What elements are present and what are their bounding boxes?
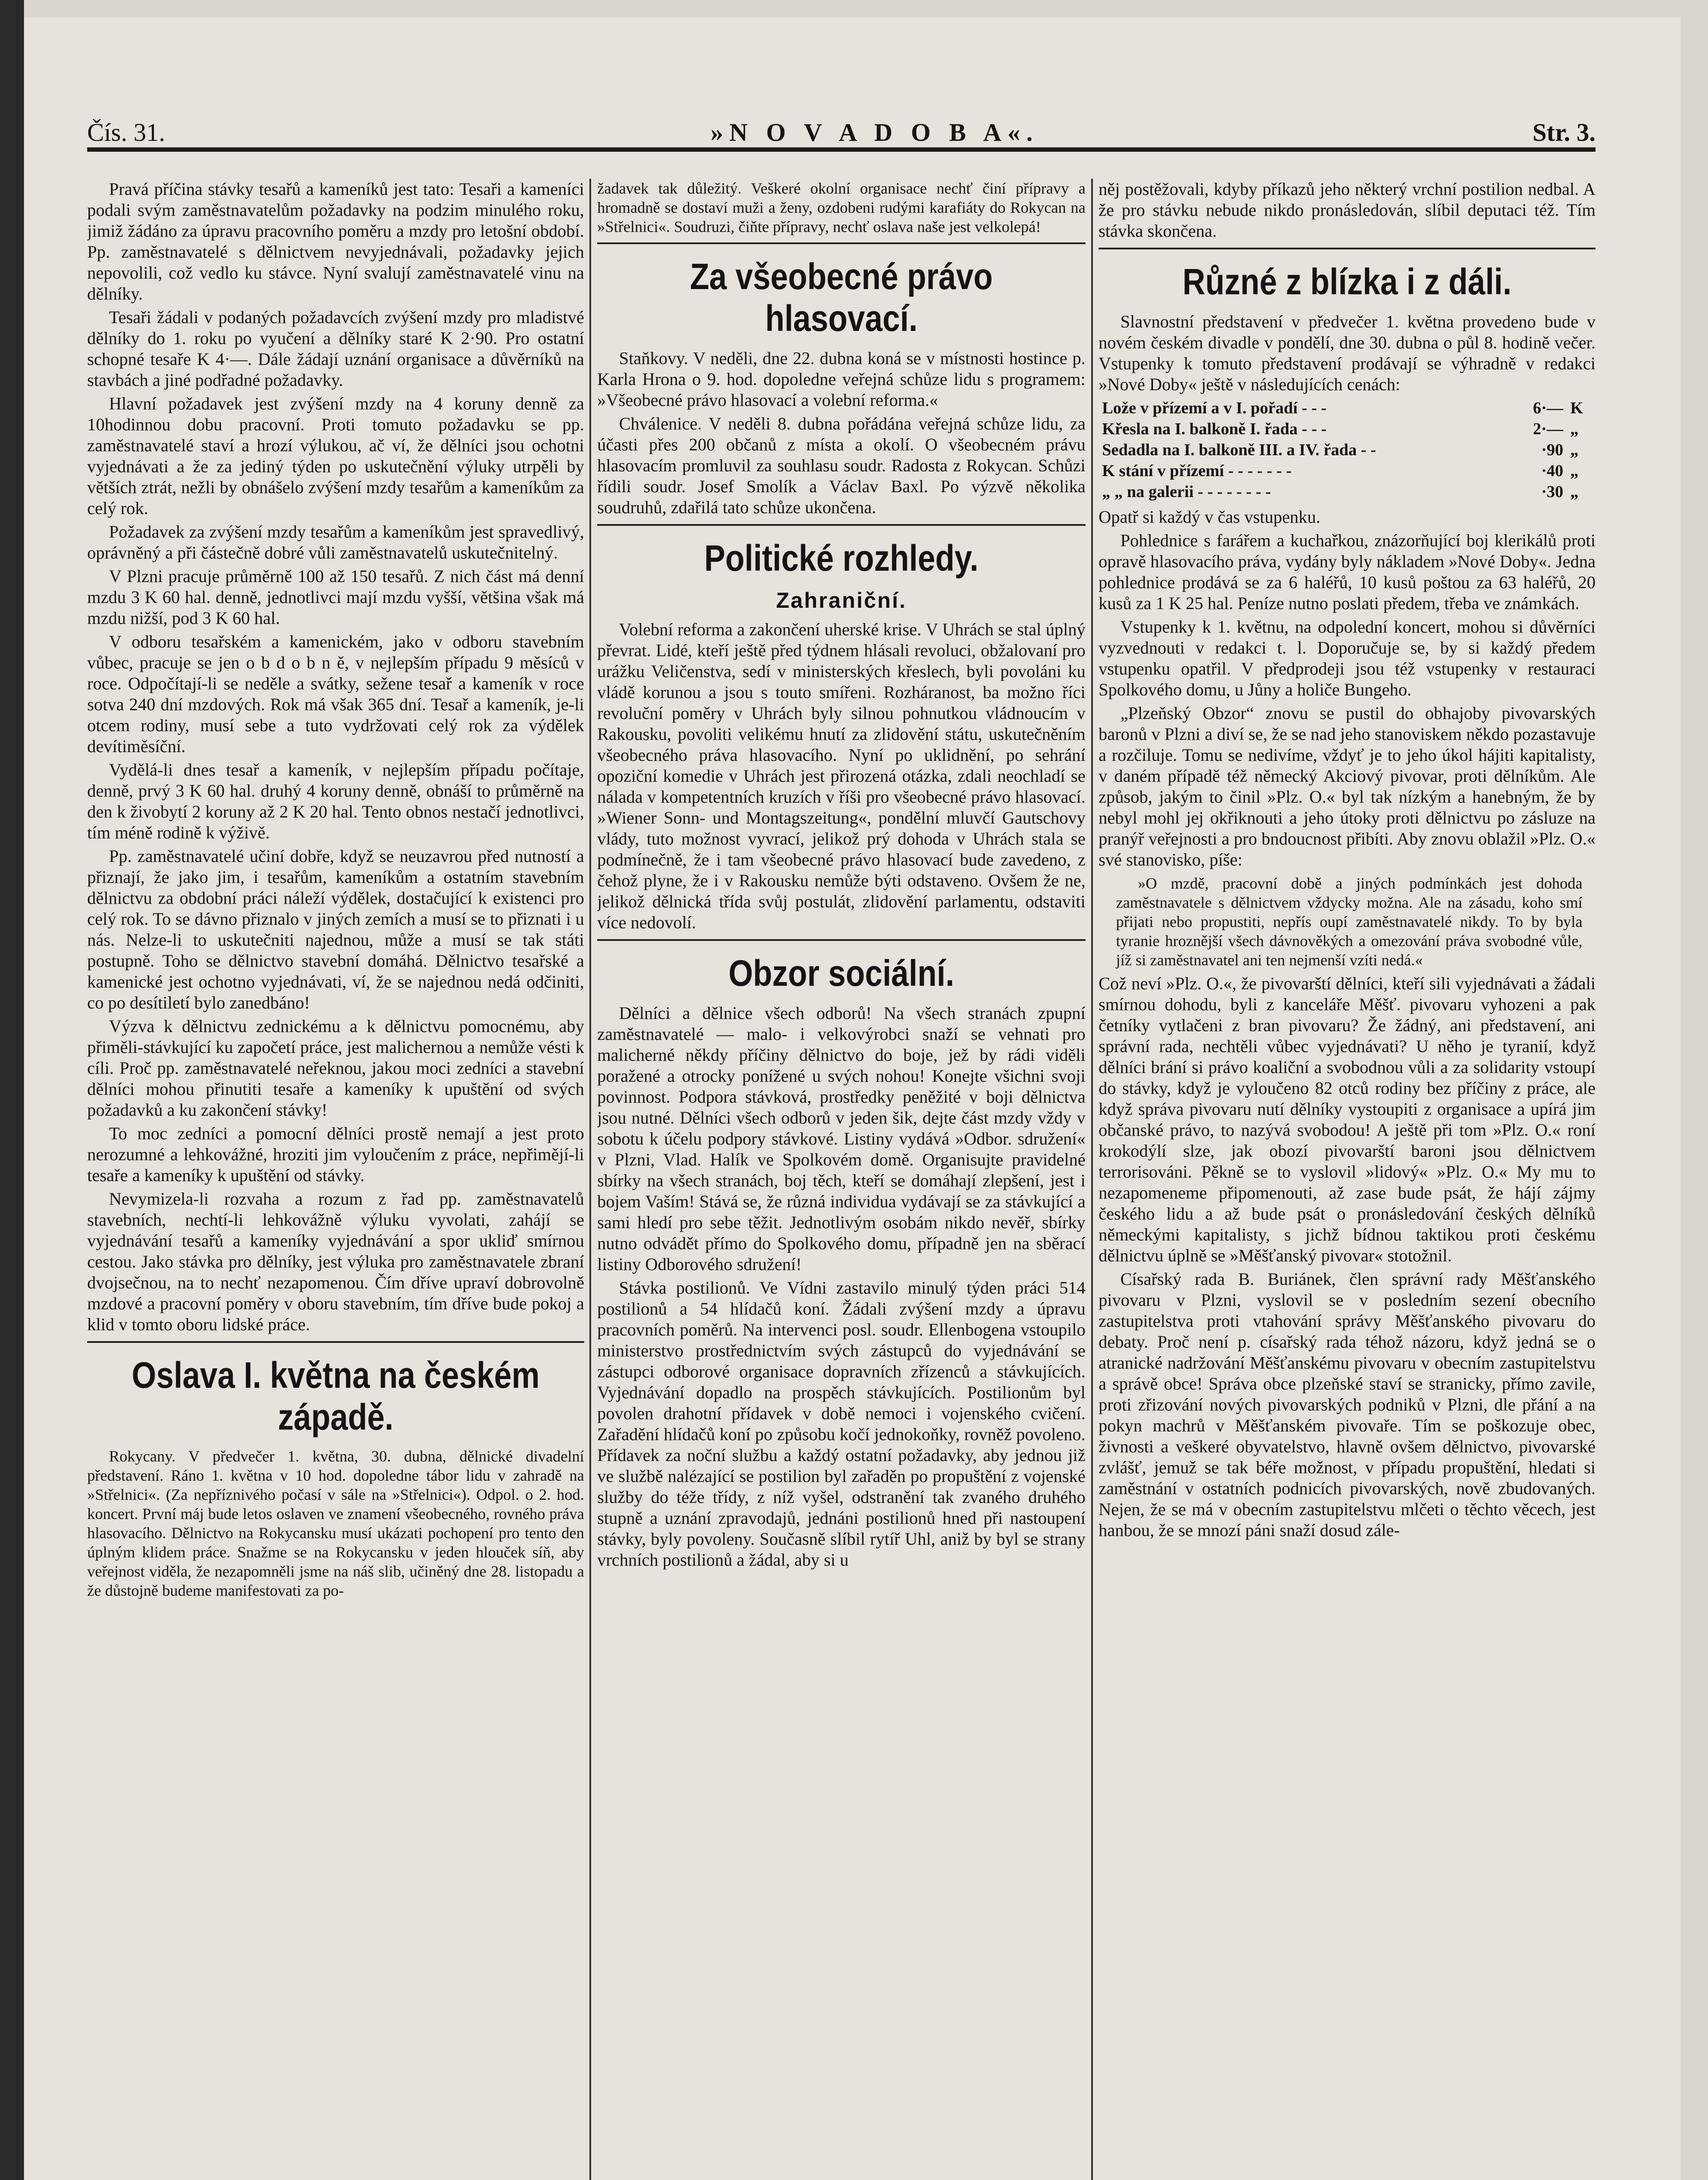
header-rule [87, 147, 1596, 152]
price-row [1099, 419, 1596, 439]
price-row [1099, 460, 1596, 481]
newspaper-title: »N O V A D O B A«. [711, 118, 1039, 146]
article-paragraph: Chválenice. V neděli 8. dubna pořádána veřejná schůze lidu, za účasti přes 200 občanů z místa a okolí. O všeobecném právu hlasovacím promluvil za souhlasu soudr. Radosta z Rokycan. Schůzi řídili soudr. Josef Smolík a Václav Baxl. Po výzvě několika soudruhů, zdařilá tato schůze ukončena. [597, 414, 1085, 517]
article-paragraph: Pohlednice s farářem a kuchařkou, znázorňující boj klerikálů proti opravě hlasovacího práva, vydány byly nákladem »Nové Doby«. Jedna pohlednice prodává se za 6 haléřů, 10 kusů poštou za 63 haléřů, 20 kusů za 1 K 25 hal. Peníze nutno poslati předem, třeba ve známkách. [1099, 531, 1596, 613]
column-1 [87, 179, 584, 2180]
page-number: Str. 3. [1532, 118, 1596, 146]
price-label: Křesla na I. balkoně I. řada - - - [1102, 420, 1327, 438]
article-paragraph: Stávka postilionů. Ve Vídni zastavilo minulý týden práci 514 postilionů a 54 hlídačů koní. Žádali zvýšení mzdy a úpravu pracovních poměrů. Na intervenci posl. soudr. Ellenbogena vstoupilo ministerstvo prostřednictvím svých zástupců do vyjednávání se zástupci odborové organisace dopravních zřízenců a stávkujících. Vyjednávání dopadlo na prospěch stávkujících. Postilionům byl povolen drahotní přídavek v době nemoci i vojenského cvičení. Zařadění hlídačů koní po způsobu kočí jednokoňky, rovněž povoleno. Přídavek za noční službu a každý ostatní požadavky, aby jednou již ve službě nalézající se postilion byl zařaděn po propuštění z vojenské služby do téže třídy, z níž vyšel, odstranění tak zvaného druhého stupně a uznání zpravodajů, jednáni postilionů hned při nastoupení stávky, byly povoleny. Současně slíbil rytíř Uhl, aniž by byl se strany vrchních postilionů a žádal, aby si u [597, 1278, 1085, 1570]
article-paragraph: Nevymizela-li rozvaha a rozum z řad pp. zaměstnavatelů stavebních, nechtí-li lehkovážně výluku vyvolati, zahájí se vyjednávání tesařů a kameníky vyjednávání a spor ukliď smírnou cestou. Jako stávka pro dělníky, jest výluka pro zaměstnavatele zbraní dvojsečnou, na to nechť nezapomenou. Čím dříve upraví dobrovolně mzdové a pracovní poměry v oboru stavebním, tím dříve bude pokoj a klid v tomto oboru lidské práce. [87, 1189, 584, 1334]
quoted-passage: »O mzdě, pracovní době a jiných podmínkách jest dohoda zaměstnavatele s dělnictvem vždycky možna. Ale na zásadu, koho smí přijati nebo propustiti, nepřís oupí zaměstnavatelé nikdy. To by byla tyranie hroznější všech dávnověkých a omezování práva svobodné vůle, jíž si zaměstnavatel ani ten nejmenší vzíti nedá.« [1116, 875, 1582, 969]
price-value: ·30 [1541, 483, 1563, 501]
section-subheading: Zahraniční. [776, 588, 907, 613]
article-paragraph: něj postěžovali, kdyby příkazů jeho některý vrchní postilion nedbal. A že pro stávku nebude nikdo pronásledován, slíbil deputaci též. Tím stávka skončena. [1099, 179, 1596, 241]
article-paragraph: Tesaři žádali v podaných požadavcích zvýšení mzdy pro mladistvé dělníky do 1. roku po vyučení a dělníky staré K 2·90. Pro ostatní schopné tesaře K 4·—. Dále žádají uznání organisace a důvěrníků na stavbách a jiné podřadné požadavky. [87, 307, 584, 390]
price-value: 6·— [1533, 399, 1563, 417]
section-heading: Politické rozhledy. [704, 538, 979, 579]
price-label: K stání v přízemí - - - - - - - [1102, 462, 1292, 480]
section-heading: Za všeobecné právo hlasovací. [690, 256, 993, 339]
column-divider [589, 179, 591, 2180]
section-separator [597, 524, 1085, 526]
article-paragraph: Opatř si každý v čas vstupenku. [1099, 507, 1320, 527]
article-paragraph: Císařský rada B. Buriánek, člen správní rady Měšťanského pivovaru v Plzni, vyslovil se v posledním sezení obecního zastupitelstva proti vtahování správy Měšťanského pivovaru do debaty. Proč není p. císařský rada téhož názoru, když jedná se o atranické nadržování Měšťanskému pivovaru v obecním zastupitelstvu a správě obce! Správa obce plzeňské staví se stranicky, přímo zavile, proti zřizování nových pivovarských podniků v Plzni, dle přání a na pokyn machrů v Měšťanském pivovaře. Tím se poškozuje obec, živnosti a veškeré obyvatelstvo, hlavně ovšem dělnictvo, pivovarské zvlášť, jemuž se tak béře možnost, v případu propuštění, hledati si zaměstnání v ostatních podnicích pivovarských, nově zbudovaných. Nejen, že se má v obecním zastupitelstvu mlčeti o těchto věcech, jest hanbou, že se mnozí páni snaží dosud zále- [1099, 1269, 1596, 1540]
price-unit: „ [1570, 462, 1579, 480]
price-row [1099, 439, 1596, 460]
column-3 [1099, 179, 1596, 2180]
price-label: Lože v přízemí a v I. pořadí - - - [1102, 399, 1327, 417]
article-paragraph: Požadavek za zvýšení mzdy tesařům a kameníkům jest spravedlivý, oprávněný a při částečně dobré vůli zaměstnavatelů uskutečnitelný. [87, 522, 584, 562]
price-unit: „ [1570, 420, 1579, 438]
section-heading: Oslava I. května na českém západě. [132, 1355, 540, 1437]
price-value: ·40 [1541, 462, 1563, 480]
section-separator [1099, 248, 1596, 249]
page-header [87, 109, 1596, 148]
section-separator [87, 1341, 584, 1343]
section-separator [597, 939, 1085, 941]
section-heading: Obzor sociální. [728, 953, 954, 994]
column-2 [597, 179, 1085, 2180]
scan-edge [0, 0, 24, 2180]
article-paragraph: Což neví »Plz. O.«, že pivovarští dělníci, kteří sili vyjednávati a žádali smírnou dohodu, byli z kanceláře Měšť. pivovaru vyhozeni a pak četníky vytlačeni z bran pivovaru? Že žádný, ani představení, ani správní rada, nechtěli vůbec vyjednávati? U něho je tyranií, když dělníci brání si právo koaliční a svobodnou vůli a za solidarity vstoupí do stávky, když je vyloučeno 82 otců rodiny bez příčiny z práce, ale když správa pivovaru nutí dělníky vystoupiti z organisace a upírá jim občanské právo, to nazývá svobodou! A ještě při tom »Plz. O.« roní krokodýlí slze, jak obozí pivovarští baroni jsou dělnictvem terrorisováni. Pěkně se to vyslovil »lidový« »Plz. O.« My mu to nezapomeneme připomenouti, až zase bude psát, že hájí zájmy českého lidu a až bude psát o pronásledování českých dělníků německými kapitalisty, s jichž bídnou taktikou proti českému dělnictvu úplně se »Měšťanský pivovar« stotožnil. [1099, 974, 1596, 1265]
article-paragraph: „Plzeňský Obzor“ znovu se pustil do obhajoby pivovarských baronů v Plzni a diví se, že se nad jeho stanoviskem někdo pozastavuje a rozčiluje. Tomu se nedivíme, vždyť je to jeho úkol hájiti kapitalisty, v daném případě též německý Akciový pivovar, proti dělníkům. Ale způsob, jakým to činil »Plz. O.« byl tak nízkým a hanebným, že by nebyl mohl jej okřiknouti a jeho útoky proti dělnictvu po zásluze na pranýř veřejnosti a pro bndoucnost přibíti. Aby znovu oblažil »Plz. O.« své stanovisko, píše: [1099, 703, 1596, 869]
price-value: ·90 [1541, 441, 1563, 459]
article-paragraph: To moc zedníci a pomocní dělníci prostě nemají a jest proto nerozumné a lehkovážné, hroziti jim vyloučením z práce, nepřimějí-li tesaře a kameníky k upuštění od stávky. [87, 1124, 584, 1185]
article-paragraph: Výzva k dělnictvu zednickému a k dělnictvu pomocnému, aby přiměli-stávkující ku započetí práce, jest malichernou a nemůže vésti k cíli. Proč pp. zaměstnavatelé neřeknou, jakou moci zedníci a stavební dělníci mohou přinutiti tesaře a kameníky k upuštění od svých požadavků a ku zakončení stávky! [87, 1016, 584, 1120]
article-paragraph: Pravá příčina stávky tesařů a kameníků jest tato: Tesaři a kameníci podali svým zaměstnavatelům požadavky na podzim minulého roku, jimiž žádáno za úpravu pracovního poměru a mzdy pro letošní období. Pp. zaměstnavatelé s dělnictvem nevyjednávali, požadavky jejich nepovolili, což vedlo ku stávce. Nyní svalují zaměstnavatelé vinu na dělníky. [87, 179, 584, 303]
price-label: „ „ na galerii - - - - - - - - [1102, 483, 1271, 501]
issue-number: Čís. 31. [87, 118, 165, 146]
article-paragraph: žadavek tak důležitý. Veškeré okolní organisace nechť činí přípravy a hromadně se dostaví muži a ženy, ozdobeni rudými karafiáty do Rokycan na »Střelnici«. Soudruzi, čiňte přípravy, nechť oslava naše jest velkolepá! [597, 180, 1085, 235]
section-heading: Různé z blízka i z dáli. [1182, 261, 1512, 302]
price-row [1099, 398, 1596, 419]
article-paragraph: Vstupenky k 1. květnu, na odpolední koncert, mohou si důvěrníci vyzvednouti v redakci t. l. Doporučuje se, by si každý předem vstupenku opatřil. V předprodeji jsou též vstupenky v restauraci Spolkového domu, u Jůny a holiče Bungeho. [1099, 617, 1596, 699]
article-paragraph: Pp. zaměstnavatelé učiní dobře, když se neuzavrou před nutností a přiznají, že jako jim, i tesařům, kameníkům a ostatním stavebním dělnictvu za obdobní práci náleží výdělek, dostačující k existenci pro celý rok. To se dávno přiznalo v jiných zemích a musí se to přiznati i u nás. Nelze-li to uskutečniti najednou, může a musí se tak státi postupně. Toho se dělnictvo stavební domáhá. Dělnictvo tesařské a kamenické jest ochotno vyjednávati, ví, že se najednou nedá odčiniti, co po desítiletí bylo zanedbáno! [87, 846, 584, 1012]
section-separator [597, 242, 1085, 244]
article-paragraph: Vydělá-li dnes tesař a kameník, v nejlepším případu počítaje, denně, prvý 3 K 60 hal. druhý 4 koruny denně, obnáší to průměrně na den k živobytí 2 koruny až 2 K 20 hal. Tento obnos nestačí jednotlivci, tím méně rodině k výživě. [87, 760, 584, 842]
price-unit: „ [1570, 483, 1579, 501]
article-paragraph: Staňkovy. V neděli, dne 22. dubna koná se v místnosti hostince p. Karla Hrona o 9. hod. dopoledne veřejná schůze lidu s programem: »Všeobecné právo hlasovací a volební reforma.« [597, 348, 1085, 410]
article-paragraph: V Plzni pracuje průměrně 100 až 150 tesařů. Z nich část má denní mzdu 3 K 60 hal. denně, jednotlivci mají mzdu vyšší, většina však má mzdu nižší, pod 3 K 60 hal. [87, 566, 584, 628]
ticket-price-table [1099, 398, 1596, 502]
article-paragraph: Volební reforma a zakončení uherské krise. V Uhrách se stal úplný převrat. Lidé, kteří ještě před týdnem hlásali revoluci, obžalovaní pro urážku Veličenstva, sedí v ministerských křeslech, byli povoláni ku vládě korunou a jsou s touto smířeni. Rozháranost, ba možno říci revoluční poměry v Uhrách byly silnou pohnutkou vládnoucím v Rakousku, povoliti velikému hnutí za zlidovění státu, uskutečněním všeobecného práva hlasovacího. Nyní po uklidnění, po sehrání opoziční komedie v Uhrách jest přirozená otázka, zdali neochladí se nálada v kompetentních kruzích v říši pro všeobecné právo hlasovací. »Wiener Sonn- und Montagszeitung«, pondělní mluvčí Gautschovy vlády, tuto možnost vyvrací, jelikož prý dohoda v Uhrách stala se podmínečně, že i tam všeobecné právo hlasovací bude zavedeno, z čehož plyne, že i v Rakousku nemůže býti odstaveno. Ovšem že ne, jelikož dělnická třída svůj postulát, zlidovění parlamentu, odstaviti více nedovolí. [597, 620, 1085, 932]
article-paragraph: V odboru tesařském a kamenickém, jako v odboru stavebním vůbec, pracuje se jen o b d o b n ě, v nejlepším případu 9 měsíců v roce. Odpočítají-li se neděle a svátky, sežene tesař a kameník v roce sotva 240 dní mzdových. Rok má však 365 dní. Tesař a kameník, je-li otcem rodiny, musí sebe a tuto vydržovati celý rok za výdělek devítiměsíční. [87, 632, 584, 756]
article-paragraph: Hlavní požadavek jest zvýšení mzdy na 4 koruny denně za 10hodinnou dobu pracovní. Proti tomuto požadavku se pp. zaměstnavatelé staví a hrozí výlukou, ač ví, že dělníci jsou ochotni vyjednávati a že za jediný týden po uskutečnění výluky utrpěli by větších ztrát, nežli by obnášelo zvýšení mzdy tesařům a kameníkům za celý rok. [87, 394, 584, 518]
price-unit: „ [1570, 441, 1579, 459]
price-row [1099, 481, 1596, 502]
price-unit: K [1570, 399, 1583, 417]
article-paragraph: Dělníci a dělnice všech odborů! Na všech stranách zpupní zaměstnavatelé — malo- i velkovýrobci snaží se vehnati pro malicherné někdy příčiny dělnictvo do boje, jež by rádi viděli poražené a otrocky ponížené u svých nohou! Konejte všichni svoji povinnost. Podpora stávková, prostředky peněžité v boji dělnictva jsou nutné. Dělníci všech odborů v jeden šik, dejte část mzdy vždy v sobotu k účelu podpory stávkové. Listiny vydává »Odbor. sdružení« v Plzni, Vlad. Halík ve Spolkovém domě. Organisujte pravidelné sbírky na všech stranách, boj těch, kteří se domáhají zlepšení, jest i bojem Vaším! Stává se, že různá individua vydávají se za stávkující a sami hledí pro sebe těžit. Jednotlivým osobám nikdo nevěř, sbírky nutno odvádět přímo do Spolkového domu, případně jen na sběrací listiny Odborového sdružení! [597, 1003, 1085, 1274]
price-value: 2·— [1533, 420, 1563, 438]
article-paragraph: Rokycany. V předvečer 1. května, 30. dubna, dělnické divadelní představení. Ráno 1. května v 10 hod. dopoledne tábor lidu v zahradě na »Střelnici«. (Za nepříznivého počasí v sále na »Střelnici«). Odpol. o 2. hod. koncert. První máj bude letos oslaven ve znamení všeobecného, rovného práva hlasovacího. Dělnictvo na Rokycansku musí ukázati pochopení pro tento den úplným klidem práce. Snažme se na Rokycansku v jeden hlouček síň, aby veřejnost viděla, že nezapomněli jsme na náš slib, učiněný dne 28. listopadu a že důstojně budeme manifestovati za po- [87, 1448, 584, 1599]
article-paragraph: Slavnostní představení v předvečer 1. května provedeno bude v novém českém divadle v pondělí, dne 30. dubna o půl 8. hodině večer. Vstupenky k tomuto představení prodávají se výhradně v redakci »Nové Doby« ještě v následujících cenách: [1099, 312, 1596, 394]
column-divider [1091, 179, 1093, 2180]
price-label: Sedadla na I. balkoně III. a IV. řada - - [1102, 441, 1376, 459]
